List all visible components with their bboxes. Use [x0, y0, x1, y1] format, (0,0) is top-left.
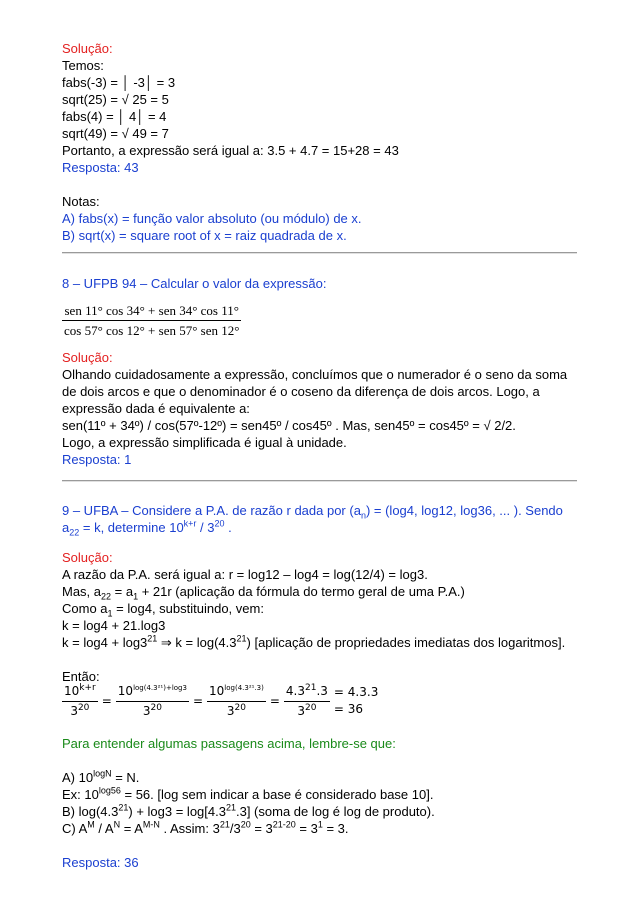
- section-divider: [62, 252, 577, 254]
- section-divider: [62, 480, 577, 482]
- text-run: = 56. [log sem indicar a base é considerado base 10].: [120, 787, 434, 802]
- fraction-denominator: [68, 702, 91, 720]
- superscript: 21: [147, 633, 158, 644]
- text-run: a: [62, 520, 70, 535]
- text-run: 3: [226, 703, 235, 718]
- solution-title: Solução:: [62, 41, 113, 56]
- text-run: 9 – UFBA – Considere a P.A. de razão r dada por (a: [62, 503, 361, 518]
- solution-paragraph: Olhando cuidadosamente a expressão, concluímos que o numerador é o seno da soma de dois arcos e que o denominador é o coseno da diferença de dois arcos. Logo, a expressão dada é equivalente a:: [62, 367, 568, 416]
- question-title: 8 – UFPB 94 – Calcular o valor da expressão:: [62, 276, 327, 291]
- question-9: [62, 502, 602, 685]
- fraction: [284, 683, 330, 720]
- equation-result: = 4.3.3 = 36: [333, 685, 379, 716]
- text-line: sqrt(49) = √ 49 = 7: [62, 126, 169, 141]
- rule-line: [62, 820, 602, 837]
- fraction-numerator: [207, 683, 266, 702]
- superscript: 20: [150, 702, 162, 713]
- text-line: fabs(4) = │ 4│ = 4: [62, 109, 167, 124]
- remember-block: [62, 735, 602, 871]
- text-run: = A: [120, 821, 143, 836]
- fraction-denominator: cos 57° cos 12° + sen 57° sen 12°: [64, 323, 240, 338]
- text-run: 4.3: [285, 683, 306, 698]
- text-run: / 3: [196, 520, 215, 535]
- text-run: = 3: [250, 821, 273, 836]
- superscript: 20: [240, 819, 251, 830]
- superscript: logN: [93, 768, 112, 779]
- subscript: 22: [69, 527, 80, 538]
- text-line: [62, 583, 602, 600]
- text-run: ) [aplicação de propriedades imediatas dos logaritmos].: [246, 635, 566, 650]
- text-run: . Assim: 3: [159, 821, 220, 836]
- superscript: log56: [98, 785, 121, 796]
- subscript: 1: [133, 591, 139, 602]
- text-run: = N.: [111, 770, 140, 785]
- text-line: Logo, a expressão simplificada é igual à unidade.: [62, 435, 347, 450]
- superscript: 20: [214, 518, 225, 529]
- subscript: 22: [101, 591, 112, 602]
- text-line: fabs(-3) = │ -3│ = 3: [62, 75, 176, 90]
- question-8: [62, 275, 602, 292]
- fraction: [62, 302, 241, 339]
- equation-row: [62, 680, 382, 722]
- superscript: log(4.3²¹.3): [224, 683, 264, 692]
- text-line: sen(11º + 34º) / cos(57º-12º) = sen45º / cos45º . Mas, sen45º = cos45º = √ 2/2.: [62, 418, 516, 433]
- superscript: 21: [236, 633, 247, 644]
- fraction-numerator: [116, 683, 189, 702]
- superscript: 21: [118, 802, 129, 813]
- text-run: 3: [70, 703, 78, 718]
- text-line: [62, 600, 602, 617]
- subscript: n: [360, 510, 366, 521]
- question-title-line: [62, 502, 602, 519]
- equals-sign: =: [192, 693, 204, 708]
- fraction-numerator: [62, 683, 98, 702]
- superscript: M: [87, 819, 95, 830]
- superscript: 20: [77, 702, 90, 713]
- text-run: Mas, a: [62, 584, 102, 599]
- answer-text: Resposta: 36: [62, 855, 139, 870]
- text-line: sqrt(25) = √ 25 = 5: [62, 92, 169, 107]
- text-line: k = log4 + 21.log3: [62, 618, 166, 633]
- text-run: 10: [209, 683, 225, 698]
- expression-fraction: [62, 302, 262, 339]
- text-run: .3: [316, 683, 328, 698]
- note-item: A) fabs(x) = função valor absoluto (ou módulo) de x.: [62, 211, 362, 226]
- answer-text: Resposta: 1: [62, 452, 132, 467]
- text-run: 3: [142, 703, 151, 718]
- text-run: /3: [229, 821, 241, 836]
- text-run: ) + log3 = log[4.3: [128, 804, 226, 819]
- superscript: 20: [234, 702, 246, 713]
- text-run: Como a: [62, 601, 108, 616]
- text-run: ⇒ k = log(4.3: [157, 635, 237, 650]
- solution-block-8: [62, 349, 602, 468]
- equation-chain: [62, 680, 382, 722]
- text-line: [62, 634, 602, 651]
- rule-line: [62, 786, 602, 803]
- remember-title: Para entender algumas passagens acima, lembre-se que:: [62, 736, 396, 751]
- solution-title: Solução:: [62, 350, 113, 365]
- superscript: 21-20: [272, 819, 296, 830]
- text-run: .: [224, 520, 232, 535]
- notes-title: Notas:: [62, 194, 100, 209]
- superscript: N: [113, 819, 121, 830]
- superscript: 20: [305, 702, 317, 713]
- fraction: [116, 683, 189, 720]
- text-run: = a: [111, 584, 134, 599]
- solution-block-1: [62, 40, 602, 244]
- text-run: 10: [64, 683, 80, 698]
- fraction-denominator: [141, 702, 164, 720]
- question-title-line: [62, 519, 602, 536]
- entao-label: Então:: [62, 669, 100, 684]
- superscript: 1: [317, 819, 323, 830]
- text-run: = 3: [295, 821, 318, 836]
- text-run: / A: [94, 821, 114, 836]
- text-run: = log4, substituindo, vem:: [112, 601, 264, 616]
- superscript: 21: [225, 802, 236, 813]
- superscript: 21: [219, 819, 230, 830]
- note-item: B) sqrt(x) = square root of x = raiz quadrada de x.: [62, 228, 347, 243]
- text-run: 3: [297, 703, 306, 718]
- superscript: k+r: [79, 682, 96, 693]
- text-run: B) log(4.3: [62, 804, 119, 819]
- superscript: 21: [305, 682, 317, 693]
- superscript: M-N: [142, 819, 160, 830]
- text-run: k = log4 + log3: [62, 635, 148, 650]
- text-run: = k, determine 10: [79, 520, 184, 535]
- fraction-denominator: [225, 702, 248, 720]
- equals-sign: =: [101, 693, 112, 708]
- solution-title: Solução:: [62, 550, 113, 565]
- fraction-numerator: [284, 683, 330, 702]
- rule-line: [62, 803, 602, 820]
- text-run: + 21r (aplicação da fórmula do termo geral de uma P.A.): [138, 584, 465, 599]
- subscript: 1: [107, 608, 113, 619]
- text-run: Ex: 10: [62, 787, 99, 802]
- equals-sign: =: [269, 693, 280, 708]
- fraction: [207, 683, 266, 720]
- superscript: log(4.3²¹)+log3: [133, 683, 187, 692]
- superscript: k+r: [183, 518, 197, 529]
- answer-text: Resposta: 43: [62, 160, 139, 175]
- text-run: .3] (soma de log é log de produto).: [235, 804, 435, 819]
- text-run: = 3.: [322, 821, 349, 836]
- text-run: 10: [117, 683, 134, 698]
- text-line: Temos:: [62, 58, 104, 73]
- fraction-denominator: [295, 702, 318, 720]
- text-line: Portanto, a expressão será igual a: 3.5 + 4.7 = 15+28 = 43: [62, 143, 399, 158]
- rule-line: [62, 769, 602, 786]
- fraction-numerator: sen 11° cos 34° + sen 34° cos 11°: [62, 302, 240, 321]
- text-run: ) = (log4, log12, log36, ... ). Sendo: [365, 503, 563, 518]
- text-line: A razão da P.A. será igual a: r = log12 – log4 = log(12/4) = log3.: [62, 567, 428, 582]
- fraction: [62, 683, 98, 720]
- text-run: A) 10: [62, 770, 94, 785]
- text-run: C) A: [62, 821, 88, 836]
